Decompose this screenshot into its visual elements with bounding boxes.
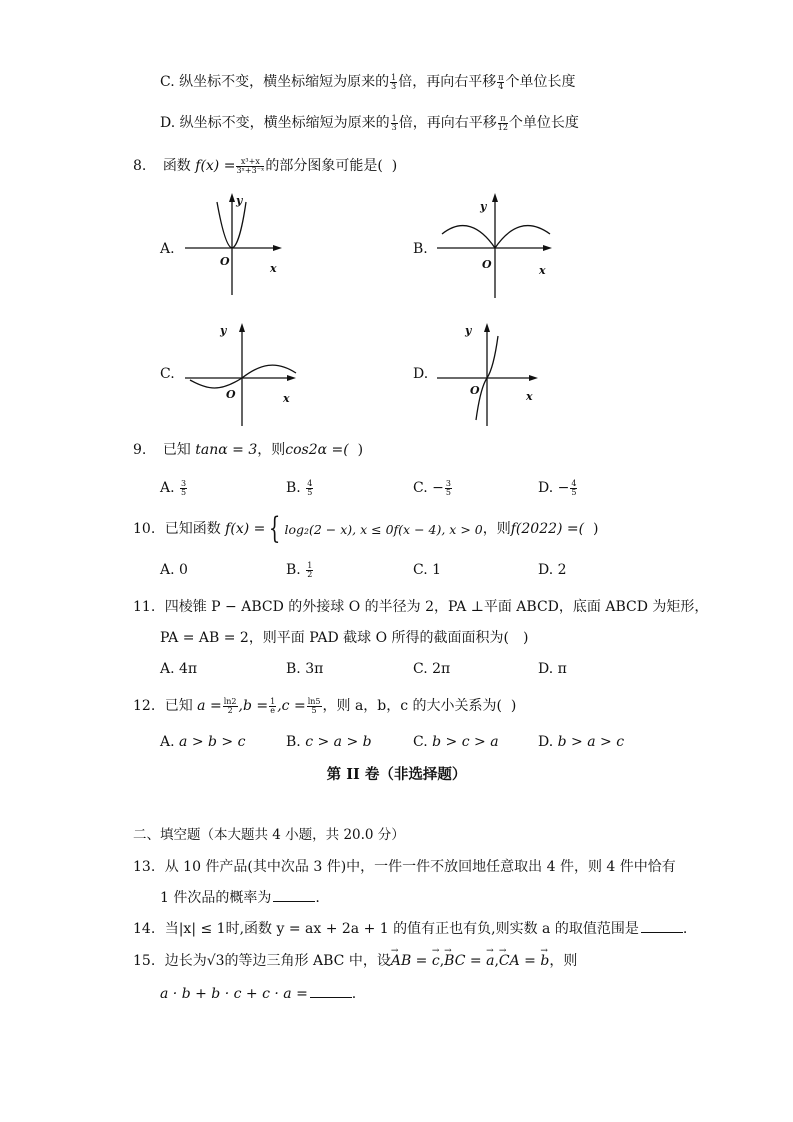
q12-option-c[interactable] xyxy=(413,733,499,751)
origin-label: O xyxy=(220,255,230,268)
option-label: C. xyxy=(413,480,428,496)
curve xyxy=(190,365,296,388)
math-expr: a = xyxy=(197,698,222,714)
y-label: y xyxy=(480,200,487,213)
question-number: 10. xyxy=(133,521,156,537)
question-13 xyxy=(133,858,676,876)
option-text: 个单位长度 xyxy=(505,74,576,90)
fraction: $\frac{3}{5}$ xyxy=(445,478,451,497)
curve xyxy=(442,226,550,248)
origin-label: O xyxy=(470,384,480,397)
y-arrow-icon xyxy=(229,193,235,202)
question-number: 8. xyxy=(133,158,147,174)
question-text: 边长为√3的等边三角形 ABC 中，设 xyxy=(164,953,391,969)
y-label: y xyxy=(465,324,472,337)
math-expr: tanα = 3 xyxy=(195,442,258,458)
fraction: $\frac{\text{x³+x}}{\text{3ˣ+3⁻ˣ}}$ xyxy=(236,156,265,175)
option-value: c > a > b xyxy=(305,734,372,750)
fraction: $\frac{4}{5}$ xyxy=(571,478,577,497)
option-label: D. xyxy=(538,480,554,496)
option-text: 纵坐标不变，横坐标缩短为原来的 xyxy=(179,74,390,90)
question-12 xyxy=(133,697,516,715)
piecewise-cases: log₂(2 − x), x ≤ 0f(x − 4), x > 0 xyxy=(284,521,483,537)
option-value: 1 xyxy=(432,562,442,578)
option-text: 倍，再向右平移 xyxy=(398,115,497,131)
x-label: x xyxy=(539,264,546,277)
option-label: D. xyxy=(160,115,176,131)
option-label: D. xyxy=(538,562,554,578)
y-label: y xyxy=(236,194,243,207)
option-label: B. xyxy=(286,661,301,677)
question-14 xyxy=(133,920,687,938)
question-text: 已知 xyxy=(162,442,191,458)
q7-option-c[interactable] xyxy=(160,73,575,91)
option-value: π xyxy=(557,661,567,677)
option-label: A. xyxy=(160,480,175,496)
option-value: 2π xyxy=(432,661,451,677)
q10-option-a[interactable] xyxy=(160,561,188,579)
q11-option-d[interactable] xyxy=(538,660,567,678)
option-value: a > b > c xyxy=(179,734,246,750)
question-text: ) xyxy=(593,521,599,537)
graph-c[interactable] xyxy=(180,318,305,428)
question-text: 1 件次品的概率为 xyxy=(160,890,272,906)
question-text: 函数 xyxy=(162,158,191,174)
graph-a-label[interactable]: A. xyxy=(160,241,175,257)
answer-blank[interactable] xyxy=(310,985,352,998)
option-text: 个单位长度 xyxy=(508,115,579,131)
graph-b[interactable] xyxy=(432,188,562,303)
question-number: 12. xyxy=(133,698,156,714)
question-11 xyxy=(133,598,708,616)
question-text: . xyxy=(682,921,688,937)
question-number: 11. xyxy=(133,599,156,615)
option-label: C. xyxy=(413,734,428,750)
question-number: 14. xyxy=(133,921,156,937)
question-text: 已知函数 xyxy=(164,521,221,537)
fraction: $\frac{\pi}{4}$ xyxy=(498,72,504,91)
x-arrow-icon xyxy=(273,245,282,251)
option-label: A. xyxy=(160,562,175,578)
math-expr: f(x) = xyxy=(225,521,266,537)
option-value: 0 xyxy=(179,562,188,578)
answer-blank[interactable] xyxy=(273,889,315,902)
option-sign: − xyxy=(557,480,570,496)
origin-label: O xyxy=(482,258,492,271)
math-expr: a · b + b · c + c · a = xyxy=(160,986,308,1002)
y-arrow-icon xyxy=(492,193,498,202)
question-8 xyxy=(133,157,397,175)
q10-option-d[interactable] xyxy=(538,561,567,579)
q9-option-d[interactable] xyxy=(538,479,578,497)
origin-label: O xyxy=(226,388,236,401)
question-text: . xyxy=(351,986,357,1002)
option-value: 3π xyxy=(305,661,324,677)
part-title: 第 II 卷（非选择题） xyxy=(326,766,467,783)
option-label: A. xyxy=(160,661,175,677)
vector-ab: AB → xyxy=(391,952,411,970)
q9-option-a[interactable] xyxy=(160,479,188,497)
option-value: b > c > a xyxy=(432,734,499,750)
question-9 xyxy=(133,441,363,459)
question-text: ，则 xyxy=(257,442,286,458)
q11-option-a[interactable] xyxy=(160,660,197,678)
question-text: 的部分图象可能是( xyxy=(265,158,383,174)
fraction: $\frac{1}{2}$ xyxy=(307,560,313,579)
graph-c-label[interactable]: C. xyxy=(160,366,175,382)
option-label: A. xyxy=(160,734,175,750)
question-15-line2 xyxy=(160,985,356,1003)
y-label: y xyxy=(220,324,227,337)
option-label: C. xyxy=(160,74,175,90)
option-label: B. xyxy=(286,734,301,750)
graph-b-label[interactable]: B. xyxy=(413,241,428,257)
question-text: ，则 a，b，c 的大小关系为( xyxy=(322,698,503,714)
option-label: B. xyxy=(286,480,301,496)
option-sign: − xyxy=(432,480,444,496)
vector-ca: CA → xyxy=(499,952,520,970)
fraction: $\frac{1}{3}$ xyxy=(391,72,397,91)
x-arrow-icon xyxy=(287,375,296,381)
graph-d[interactable] xyxy=(432,318,547,428)
question-15: 15. 边长为√3的等边三角形 ABC 中，设AB → = c →,BC → = a →,CA → = b →，则 xyxy=(133,952,577,970)
question-number: 13. xyxy=(133,859,156,875)
math-expr: f(2022) =( xyxy=(510,521,585,537)
graph-a[interactable] xyxy=(180,190,290,300)
option-text: 倍，再向右平移 xyxy=(398,74,497,90)
option-value: 2 xyxy=(557,562,567,578)
option-label: C. xyxy=(413,661,428,677)
q10-option-b[interactable] xyxy=(286,561,314,579)
x-label: x xyxy=(270,262,277,275)
q10-option-c[interactable] xyxy=(413,561,441,579)
option-label: D. xyxy=(538,661,554,677)
option-value: b > a > c xyxy=(557,734,625,750)
fraction: $\frac{\ln 5}{5}$ xyxy=(307,696,321,715)
question-text: ) xyxy=(391,158,398,174)
fraction: $\frac{1}{3}$ xyxy=(391,113,397,132)
fraction: $\frac{\pi}{12}$ xyxy=(497,113,508,132)
x-label: x xyxy=(526,390,533,403)
fraction: $\frac{4}{5}$ xyxy=(307,478,313,497)
vector-bc: BC → xyxy=(444,952,465,970)
q11-option-b[interactable] xyxy=(286,660,323,678)
x-arrow-icon xyxy=(529,375,538,381)
answer-blank[interactable] xyxy=(641,920,683,933)
question-text: 从 10 件产品(其中次品 3 件)中，一件一件不放回地任意取出 4 件，则 4 件中恰有 xyxy=(164,859,676,875)
q7-option-d[interactable] xyxy=(160,114,579,132)
math-expr: ,b = xyxy=(238,698,269,714)
vector-a: a → xyxy=(486,952,494,970)
brace-icon: { xyxy=(269,511,281,546)
question-number: 9. xyxy=(133,442,147,458)
option-text: 纵坐标不变，横坐标缩短为原来的 xyxy=(179,115,390,131)
question-text: ) xyxy=(510,698,517,714)
q12-option-d[interactable] xyxy=(538,733,624,751)
option-label: B. xyxy=(286,562,301,578)
vector-b: b → xyxy=(540,952,549,970)
question-number: 15. xyxy=(133,953,156,969)
q9-option-b[interactable] xyxy=(286,479,314,497)
y-arrow-icon xyxy=(239,323,245,332)
question-text: 当|x| ≤ 1时,函数 y = ax + 2a + 1 的值有正也有负,则实数 a 的取值范围是 xyxy=(164,921,639,937)
section-header: 二、填空题（本大题共 4 小题，共 20.0 分） xyxy=(133,827,405,843)
y-arrow-icon xyxy=(484,323,490,332)
question-text: ，则 xyxy=(482,521,511,537)
fraction: $\frac{1}{e}$ xyxy=(270,696,276,715)
question-text: ) xyxy=(357,442,364,458)
fraction: $\frac{3}{5}$ xyxy=(181,478,187,497)
vector-c: c → xyxy=(432,952,440,970)
x-label: x xyxy=(283,392,290,405)
question-10 xyxy=(133,511,599,547)
question-13-line2 xyxy=(160,889,320,907)
x-arrow-icon xyxy=(543,245,552,251)
question-text: ，则 xyxy=(549,953,578,969)
math-expr: ,c = xyxy=(277,698,306,714)
question-text: . xyxy=(315,890,320,906)
fraction: $\frac{\ln 2}{2}$ xyxy=(223,696,237,715)
q11-option-c[interactable] xyxy=(413,660,450,678)
option-value: 4π xyxy=(179,661,198,677)
math-expr: f(x) = xyxy=(195,158,236,174)
math-expr: cos2α =( xyxy=(285,442,349,458)
question-text: 已知 xyxy=(164,698,193,714)
question-text-line2: PA = AB = 2，则平面 PAD 截球 O 所得的截面面积为( ) xyxy=(160,630,529,646)
q12-option-b[interactable] xyxy=(286,733,372,751)
q12-option-a[interactable] xyxy=(160,733,245,751)
option-label: C. xyxy=(413,562,428,578)
option-label: D. xyxy=(538,734,554,750)
q9-option-c[interactable] xyxy=(413,479,453,497)
graph-d-label[interactable]: D. xyxy=(413,366,429,382)
question-text: 四棱锥 P − ABCD 的外接球 O 的半径为 2，PA ⊥平面 ABCD，底面 ABCD 为矩形， xyxy=(164,599,709,615)
